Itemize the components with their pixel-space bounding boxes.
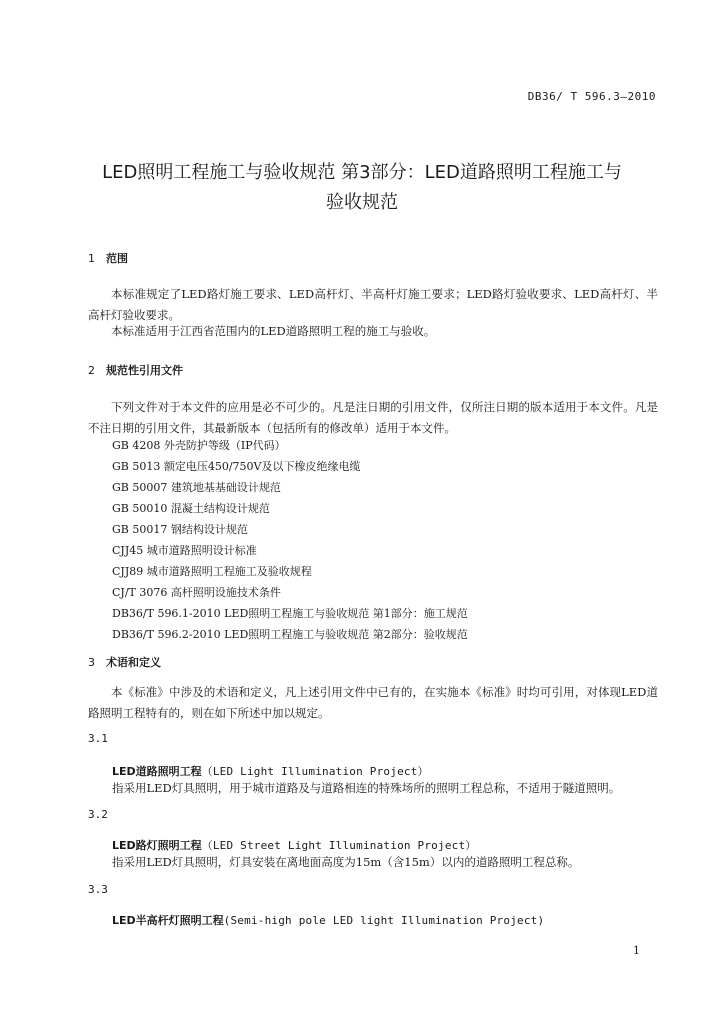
reference-item: CJ/T 3076 高杆照明设施技术条件 (112, 586, 281, 599)
scope-paragraph-2: 本标准适用于江西省范围内的LED道路照明工程的施工与验收。 (111, 324, 436, 338)
term-number: 3.3 (88, 883, 108, 896)
section-1-heading (88, 250, 128, 266)
term-number: 3.1 (88, 732, 108, 745)
term-name: LED半高杆灯照明工程 (112, 914, 224, 927)
term-name: LED道路照明工程 (112, 765, 202, 778)
section-title: 术语和定义 (106, 656, 161, 669)
section-3-heading (88, 654, 161, 670)
reference-item: GB 4208 外壳防护等级（IP代码） (112, 439, 286, 452)
section-number: 1 (88, 252, 95, 265)
reference-item: GB 50017 钢结构设计规范 (112, 523, 248, 536)
normative-references-intro: 下列文件对于本文件的应用是必不可少的。凡是注日期的引用文件，仅所注日期的版本适用于本文件。凡是不注日期的引用文件，其最新版本（包括所有的修改单）适用于本文件。 (88, 400, 658, 435)
title-line-2: 验收规范 (326, 192, 398, 213)
term-number: 3.2 (88, 808, 108, 821)
section-number: 2 (88, 364, 95, 377)
term-heading (112, 912, 544, 928)
term-english: （LED Street Light Illumination Project） (201, 839, 477, 852)
term-definition: 指采用LED灯具照明，用于城市道路及与道路相连的特殊场所的照明工程总称，不适用于隧道照明。 (112, 781, 621, 795)
reference-item: CJJ89 城市道路照明工程施工及验收规程 (112, 565, 312, 578)
section-number: 3 (88, 656, 95, 669)
reference-item: DB36/T 596.1-2010 LED照明工程施工与验收规范 第1部分：施工规范 (112, 607, 468, 620)
page-number: 1 (633, 944, 640, 957)
section-2-heading (88, 362, 183, 378)
term-english: (Semi-high pole LED light Illumination Project) (223, 914, 545, 927)
scope-paragraph-1: 本标准规定了LED路灯施工要求、LED高杆灯、半高杆灯施工要求；LED路灯验收要求、LED高杆灯、半高杆灯验收要求。 (88, 287, 658, 322)
term-heading (112, 837, 477, 853)
reference-item: GB 50010 混凝土结构设计规范 (112, 502, 270, 515)
term-definition: 指采用LED灯具照明，灯具安装在离地面高度为15m（含15m）以内的道路照明工程总称。 (112, 855, 580, 869)
term-heading (112, 763, 429, 779)
reference-item: GB 50007 建筑地基基础设计规范 (112, 481, 281, 494)
terms-intro-paragraph: 本《标准》中涉及的术语和定义，凡上述引用文件中已有的，在实施本《标准》时均可引用，对体现LED道路照明工程特有的，则在如下所述中加以规定。 (88, 685, 658, 720)
reference-item: CJJ45 城市道路照明设计标准 (112, 544, 257, 557)
term-name: LED路灯照明工程 (112, 839, 202, 852)
document-title (60, 158, 664, 218)
term-english: （LED Light Illumination Project） (201, 765, 429, 778)
title-line-1: LED照明工程施工与验收规范 第3部分：LED道路照明工程施工与 (102, 162, 622, 183)
section-title: 规范性引用文件 (106, 364, 183, 377)
reference-item: DB36/T 596.2-2010 LED照明工程施工与验收规范 第2部分：验收规范 (112, 628, 468, 641)
section-title: 范围 (106, 252, 128, 265)
reference-item: GB 5013 额定电压450/750V及以下橡皮绝缘电缆 (112, 460, 361, 473)
document-id: DB36/ T 596.3—2010 (527, 90, 656, 103)
